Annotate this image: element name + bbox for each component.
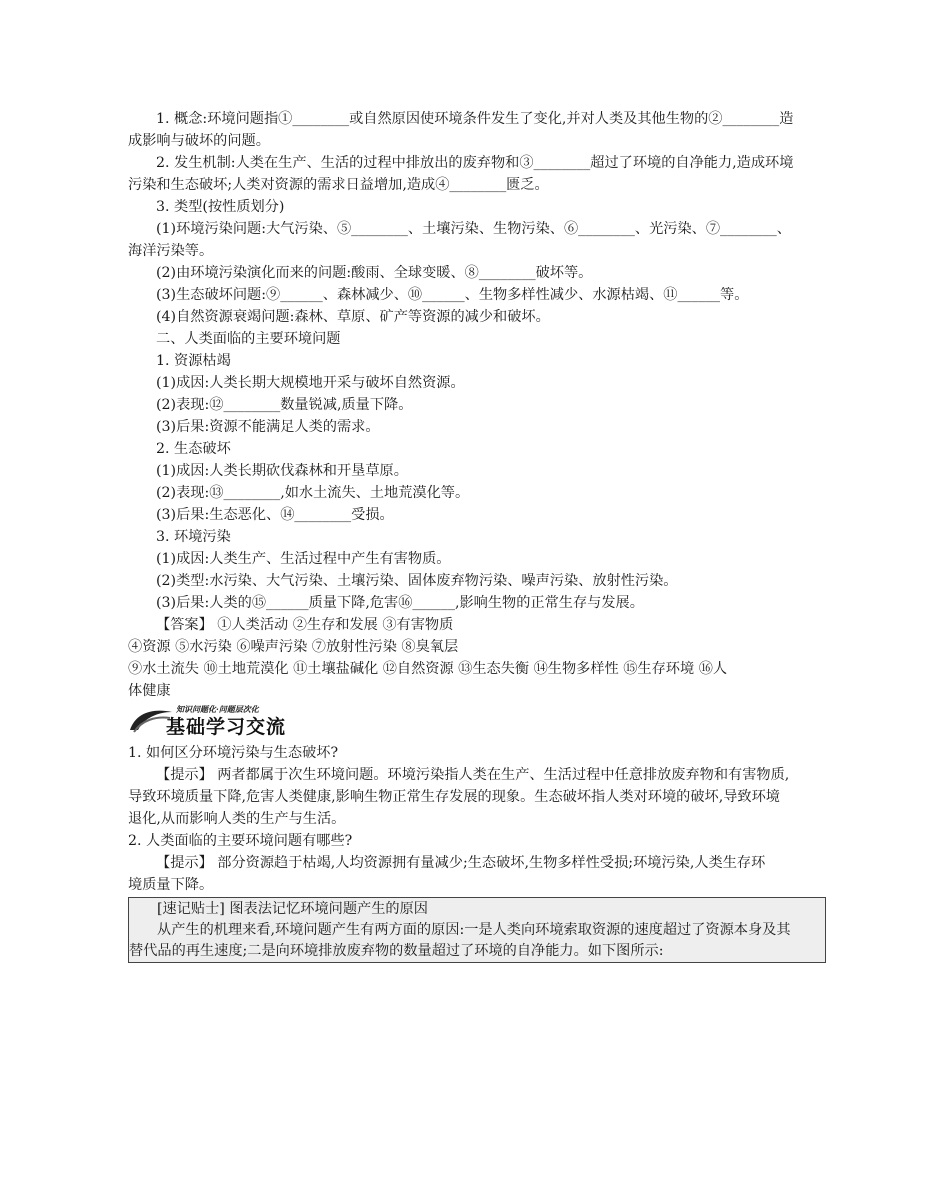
- tip-body-line-2: 替代品的再生速度;二是向环境排放废弃物的数量超过了环境的自净能力。如下图所示:: [129, 943, 664, 959]
- pollution-result: (3)后果:人类的⑮______质量下降,危害⑯______,影响生物的正常生存与发展。: [156, 595, 644, 611]
- hint-1-line-2: 导致环境质量下降,危害人类健康,影响生物正常生存发展的现象。生态破坏指人类对环境的破坏,导致环境: [128, 789, 780, 805]
- question-1: 1. 如何区分环境污染与生态破坏?: [128, 745, 339, 761]
- answer-line-4: 体健康: [128, 683, 171, 699]
- concept-line-2: 成影响与破坏的问题。: [128, 133, 270, 149]
- pollution-heading: 3. 环境污染: [156, 529, 231, 545]
- question-2: 2. 人类面临的主要环境问题有哪些?: [128, 833, 353, 849]
- resource-result: (3)后果:资源不能满足人类的需求。: [156, 419, 380, 435]
- mechanism-line-1: 2. 发生机制:人类在生产、生活的过程中排放出的废弃物和③________超过了环境的自净能力,造成环境: [156, 155, 794, 171]
- types-item-4: (4)自然资源衰竭问题:森林、草原、矿产等资源的减少和破坏。: [156, 309, 550, 325]
- ecology-heading: 2. 生态破坏: [156, 441, 231, 457]
- resource-cause: (1)成因:人类长期大规模地开采与破坏自然资源。: [156, 375, 465, 391]
- types-item-1: (1)环境污染问题:大气污染、⑤________、土壤污染、生物污染、⑥________、光污染、⑦________、: [156, 221, 791, 237]
- resource-manifest: (2)表现:⑫________数量锐减,质量下降。: [156, 397, 413, 413]
- types-item-1-cont: 海洋污染等。: [128, 243, 214, 259]
- ecology-cause: (1)成因:人类长期砍伐森林和开垦草原。: [156, 463, 408, 479]
- pollution-cause: (1)成因:人类生产、生活过程中产生有害物质。: [156, 551, 451, 567]
- section-heading: 二、人类面临的主要环境问题: [156, 331, 341, 347]
- hint-2-line-1: 【提示】 部分资源趋于枯竭,人均资源拥有量减少;生态破坏,生物多样性受损;环境污染,人类生存环: [156, 855, 766, 871]
- hint-1-line-1: 【提示】 两者都属于次生环境问题。环境污染指人类在生产、生活过程中任意排放废弃物和有害物质,: [156, 767, 790, 783]
- types-heading: 3. 类型(按性质划分): [156, 199, 285, 215]
- tip-title: [速记贴士] 图表法记忆环境问题产生的原因: [157, 901, 428, 917]
- tip-body-line-1: 从产生的机理来看,环境问题产生有两方面的原因:一是人类向环境索取资源的速度超过了资源本身及其: [157, 922, 791, 938]
- types-item-2: (2)由环境污染演化而来的问题:酸雨、全球变暖、⑧________破坏等。: [156, 265, 593, 281]
- types-item-3: (3)生态破坏问题:⑨______、森林减少、⑩______、生物多样性减少、水源枯竭、⑪______等。: [156, 287, 749, 303]
- answer-line-2: ④资源 ⑤水污染 ⑥噪声污染 ⑦放射性污染 ⑧臭氧层: [128, 639, 459, 655]
- banner-subtitle: 知识问题化·问题层次化: [176, 704, 259, 714]
- resource-heading: 1. 资源枯竭: [156, 353, 231, 369]
- section-banner: [128, 704, 287, 738]
- answer-line-3: ⑨水土流失 ⑩土地荒漠化 ⑪土壤盐碱化 ⑫自然资源 ⑬生态失衡 ⑭生物多样性 ⑮生存环境 ⑯人: [128, 661, 728, 677]
- hint-1-line-3: 退化,从而影响人类的生产与生活。: [128, 811, 346, 827]
- memo-tip-box: [128, 897, 826, 963]
- mechanism-line-2: 污染和生态破坏;人类对资源的需求日益增加,造成④________匮乏。: [128, 177, 549, 193]
- pollution-types: (2)类型:水污染、大气污染、土壤污染、固体废弃物污染、噪声污染、放射性污染。: [156, 573, 678, 589]
- ecology-result: (3)后果:生态恶化、⑭________受损。: [156, 507, 394, 523]
- concept-line-1: 1. 概念:环境问题指①________或自然原因使环境条件发生了变化,并对人类及其他生物的②________造: [156, 111, 794, 127]
- ecology-manifest: (2)表现:⑬________,如水土流失、土地荒漠化等。: [156, 485, 470, 501]
- banner-title: 基础学习交流: [166, 716, 287, 738]
- answer-line-1: 【答案】 ①人类活动 ②生存和发展 ③有害物质: [156, 617, 454, 633]
- hint-2-line-2: 境质量下降。: [128, 877, 214, 893]
